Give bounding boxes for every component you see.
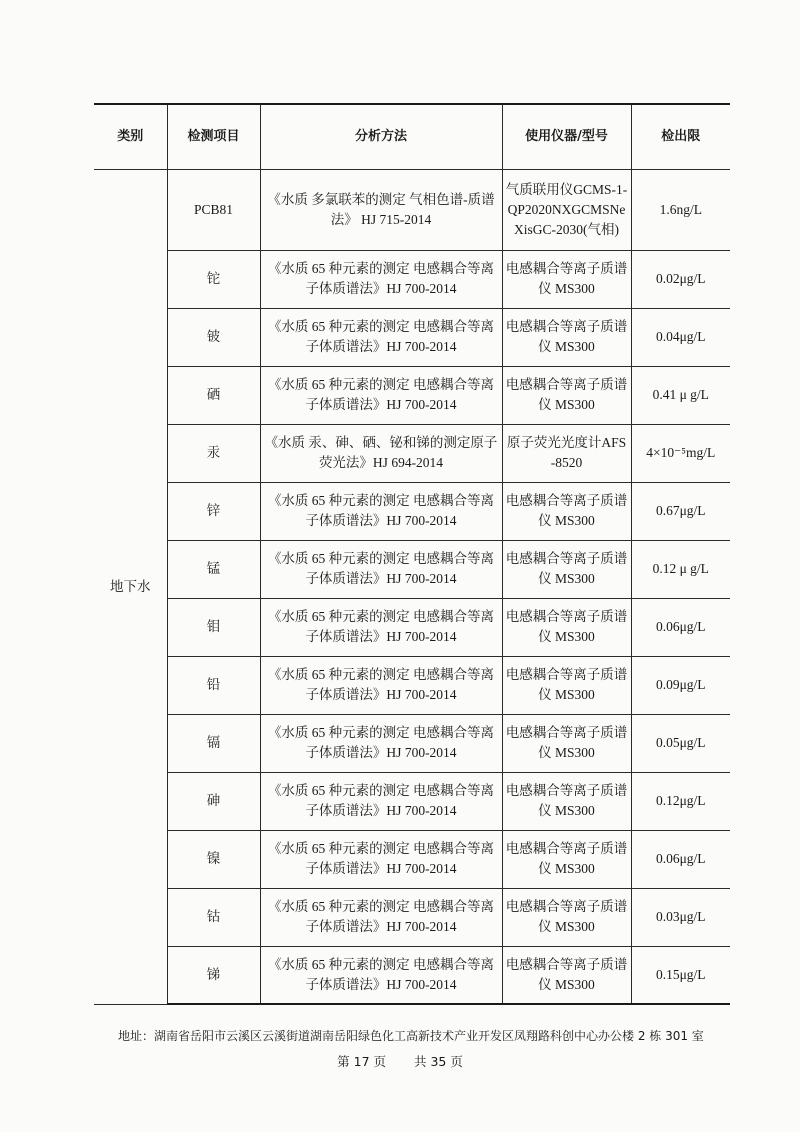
detection-methods-table — [94, 103, 730, 1005]
table-row — [94, 714, 730, 772]
item-cell: 钼 — [167, 598, 260, 656]
category-cell: 地下水 — [94, 169, 167, 1004]
table-row — [94, 656, 730, 714]
item-cell: 汞 — [167, 424, 260, 482]
item-cell: 砷 — [167, 772, 260, 830]
limit-cell: 0.12μg/L — [631, 772, 730, 830]
limit-cell: 1.6ng/L — [631, 169, 730, 250]
instrument-cell: 电感耦合等离子质谱仪 MS300 — [502, 366, 631, 424]
header-category: 类别 — [94, 104, 167, 169]
method-cell: 《水质 65 种元素的测定 电感耦合等离子体质谱法》HJ 700-2014 — [260, 714, 502, 772]
item-cell: 镍 — [167, 830, 260, 888]
method-cell: 《水质 65 种元素的测定 电感耦合等离子体质谱法》HJ 700-2014 — [260, 308, 502, 366]
table-row — [94, 169, 730, 250]
item-cell: PCB81 — [167, 169, 260, 250]
header-method: 分析方法 — [260, 104, 502, 169]
page-total: 共 35 页 — [413, 1054, 463, 1069]
limit-cell: 0.06μg/L — [631, 598, 730, 656]
header-item: 检测项目 — [167, 104, 260, 169]
method-cell: 《水质 65 种元素的测定 电感耦合等离子体质谱法》HJ 700-2014 — [260, 656, 502, 714]
method-cell: 《水质 65 种元素的测定 电感耦合等离子体质谱法》HJ 700-2014 — [260, 772, 502, 830]
limit-cell: 0.02μg/L — [631, 250, 730, 308]
footer-address: 地址：湖南省岳阳市云溪区云溪街道湖南岳阳绿色化工高新技术产业开发区凤翔路科创中心办公楼 2 栋 301 室 — [118, 1029, 704, 1043]
table-row — [94, 250, 730, 308]
table-row — [94, 424, 730, 482]
table-header-row — [94, 104, 730, 169]
item-cell: 锌 — [167, 482, 260, 540]
limit-cell: 0.41 μ g/L — [631, 366, 730, 424]
limit-cell: 0.03μg/L — [631, 888, 730, 946]
page-number — [0, 1052, 800, 1070]
item-cell: 铅 — [167, 656, 260, 714]
limit-cell: 4×10⁻⁵mg/L — [631, 424, 730, 482]
table-row — [94, 772, 730, 830]
item-cell: 钴 — [167, 888, 260, 946]
table-row — [94, 598, 730, 656]
method-cell: 《水质 多氯联苯的测定 气相色谱-质谱法》 HJ 715-2014 — [260, 169, 502, 250]
item-cell: 镉 — [167, 714, 260, 772]
item-cell: 铍 — [167, 308, 260, 366]
item-cell: 锑 — [167, 946, 260, 1004]
method-cell: 《水质 65 种元素的测定 电感耦合等离子体质谱法》HJ 700-2014 — [260, 946, 502, 1004]
table-row — [94, 366, 730, 424]
method-cell: 《水质 65 种元素的测定 电感耦合等离子体质谱法》HJ 700-2014 — [260, 830, 502, 888]
table-row — [94, 888, 730, 946]
table-row — [94, 482, 730, 540]
instrument-cell: 电感耦合等离子质谱仪 MS300 — [502, 540, 631, 598]
page-current: 第 17 页 — [337, 1054, 386, 1069]
instrument-cell: 电感耦合等离子质谱仪 MS300 — [502, 308, 631, 366]
method-cell: 《水质 汞、砷、硒、铋和锑的测定原子荧光法》HJ 694-2014 — [260, 424, 502, 482]
instrument-cell: 电感耦合等离子质谱仪 MS300 — [502, 830, 631, 888]
header-limit: 检出限 — [631, 104, 730, 169]
instrument-cell: 气质联用仪GCMS-1-QP2020NXGCMSNeXisGC-2030(气相) — [502, 169, 631, 250]
limit-cell: 0.05μg/L — [631, 714, 730, 772]
instrument-cell: 电感耦合等离子质谱仪 MS300 — [502, 714, 631, 772]
limit-cell: 0.06μg/L — [631, 830, 730, 888]
method-cell: 《水质 65 种元素的测定 电感耦合等离子体质谱法》HJ 700-2014 — [260, 598, 502, 656]
instrument-cell: 电感耦合等离子质谱仪 MS300 — [502, 946, 631, 1004]
limit-cell: 0.67μg/L — [631, 482, 730, 540]
instrument-cell: 电感耦合等离子质谱仪 MS300 — [502, 656, 631, 714]
item-cell: 硒 — [167, 366, 260, 424]
table-row — [94, 946, 730, 1004]
limit-cell: 0.04μg/L — [631, 308, 730, 366]
item-cell: 铊 — [167, 250, 260, 308]
table-row — [94, 830, 730, 888]
item-cell: 锰 — [167, 540, 260, 598]
method-cell: 《水质 65 种元素的测定 电感耦合等离子体质谱法》HJ 700-2014 — [260, 250, 502, 308]
table-row — [94, 540, 730, 598]
limit-cell: 0.12 μ g/L — [631, 540, 730, 598]
instrument-cell: 电感耦合等离子质谱仪 MS300 — [502, 250, 631, 308]
method-cell: 《水质 65 种元素的测定 电感耦合等离子体质谱法》HJ 700-2014 — [260, 482, 502, 540]
limit-cell: 0.15μg/L — [631, 946, 730, 1004]
method-cell: 《水质 65 种元素的测定 电感耦合等离子体质谱法》HJ 700-2014 — [260, 540, 502, 598]
instrument-cell: 电感耦合等离子质谱仪 MS300 — [502, 888, 631, 946]
instrument-cell: 原子荧光光度计AFS-8520 — [502, 424, 631, 482]
instrument-cell: 电感耦合等离子质谱仪 MS300 — [502, 772, 631, 830]
instrument-cell: 电感耦合等离子质谱仪 MS300 — [502, 482, 631, 540]
header-instrument: 使用仪器/型号 — [502, 104, 631, 169]
limit-cell: 0.09μg/L — [631, 656, 730, 714]
table-row — [94, 308, 730, 366]
instrument-cell: 电感耦合等离子质谱仪 MS300 — [502, 598, 631, 656]
method-cell: 《水质 65 种元素的测定 电感耦合等离子体质谱法》HJ 700-2014 — [260, 888, 502, 946]
method-cell: 《水质 65 种元素的测定 电感耦合等离子体质谱法》HJ 700-2014 — [260, 366, 502, 424]
